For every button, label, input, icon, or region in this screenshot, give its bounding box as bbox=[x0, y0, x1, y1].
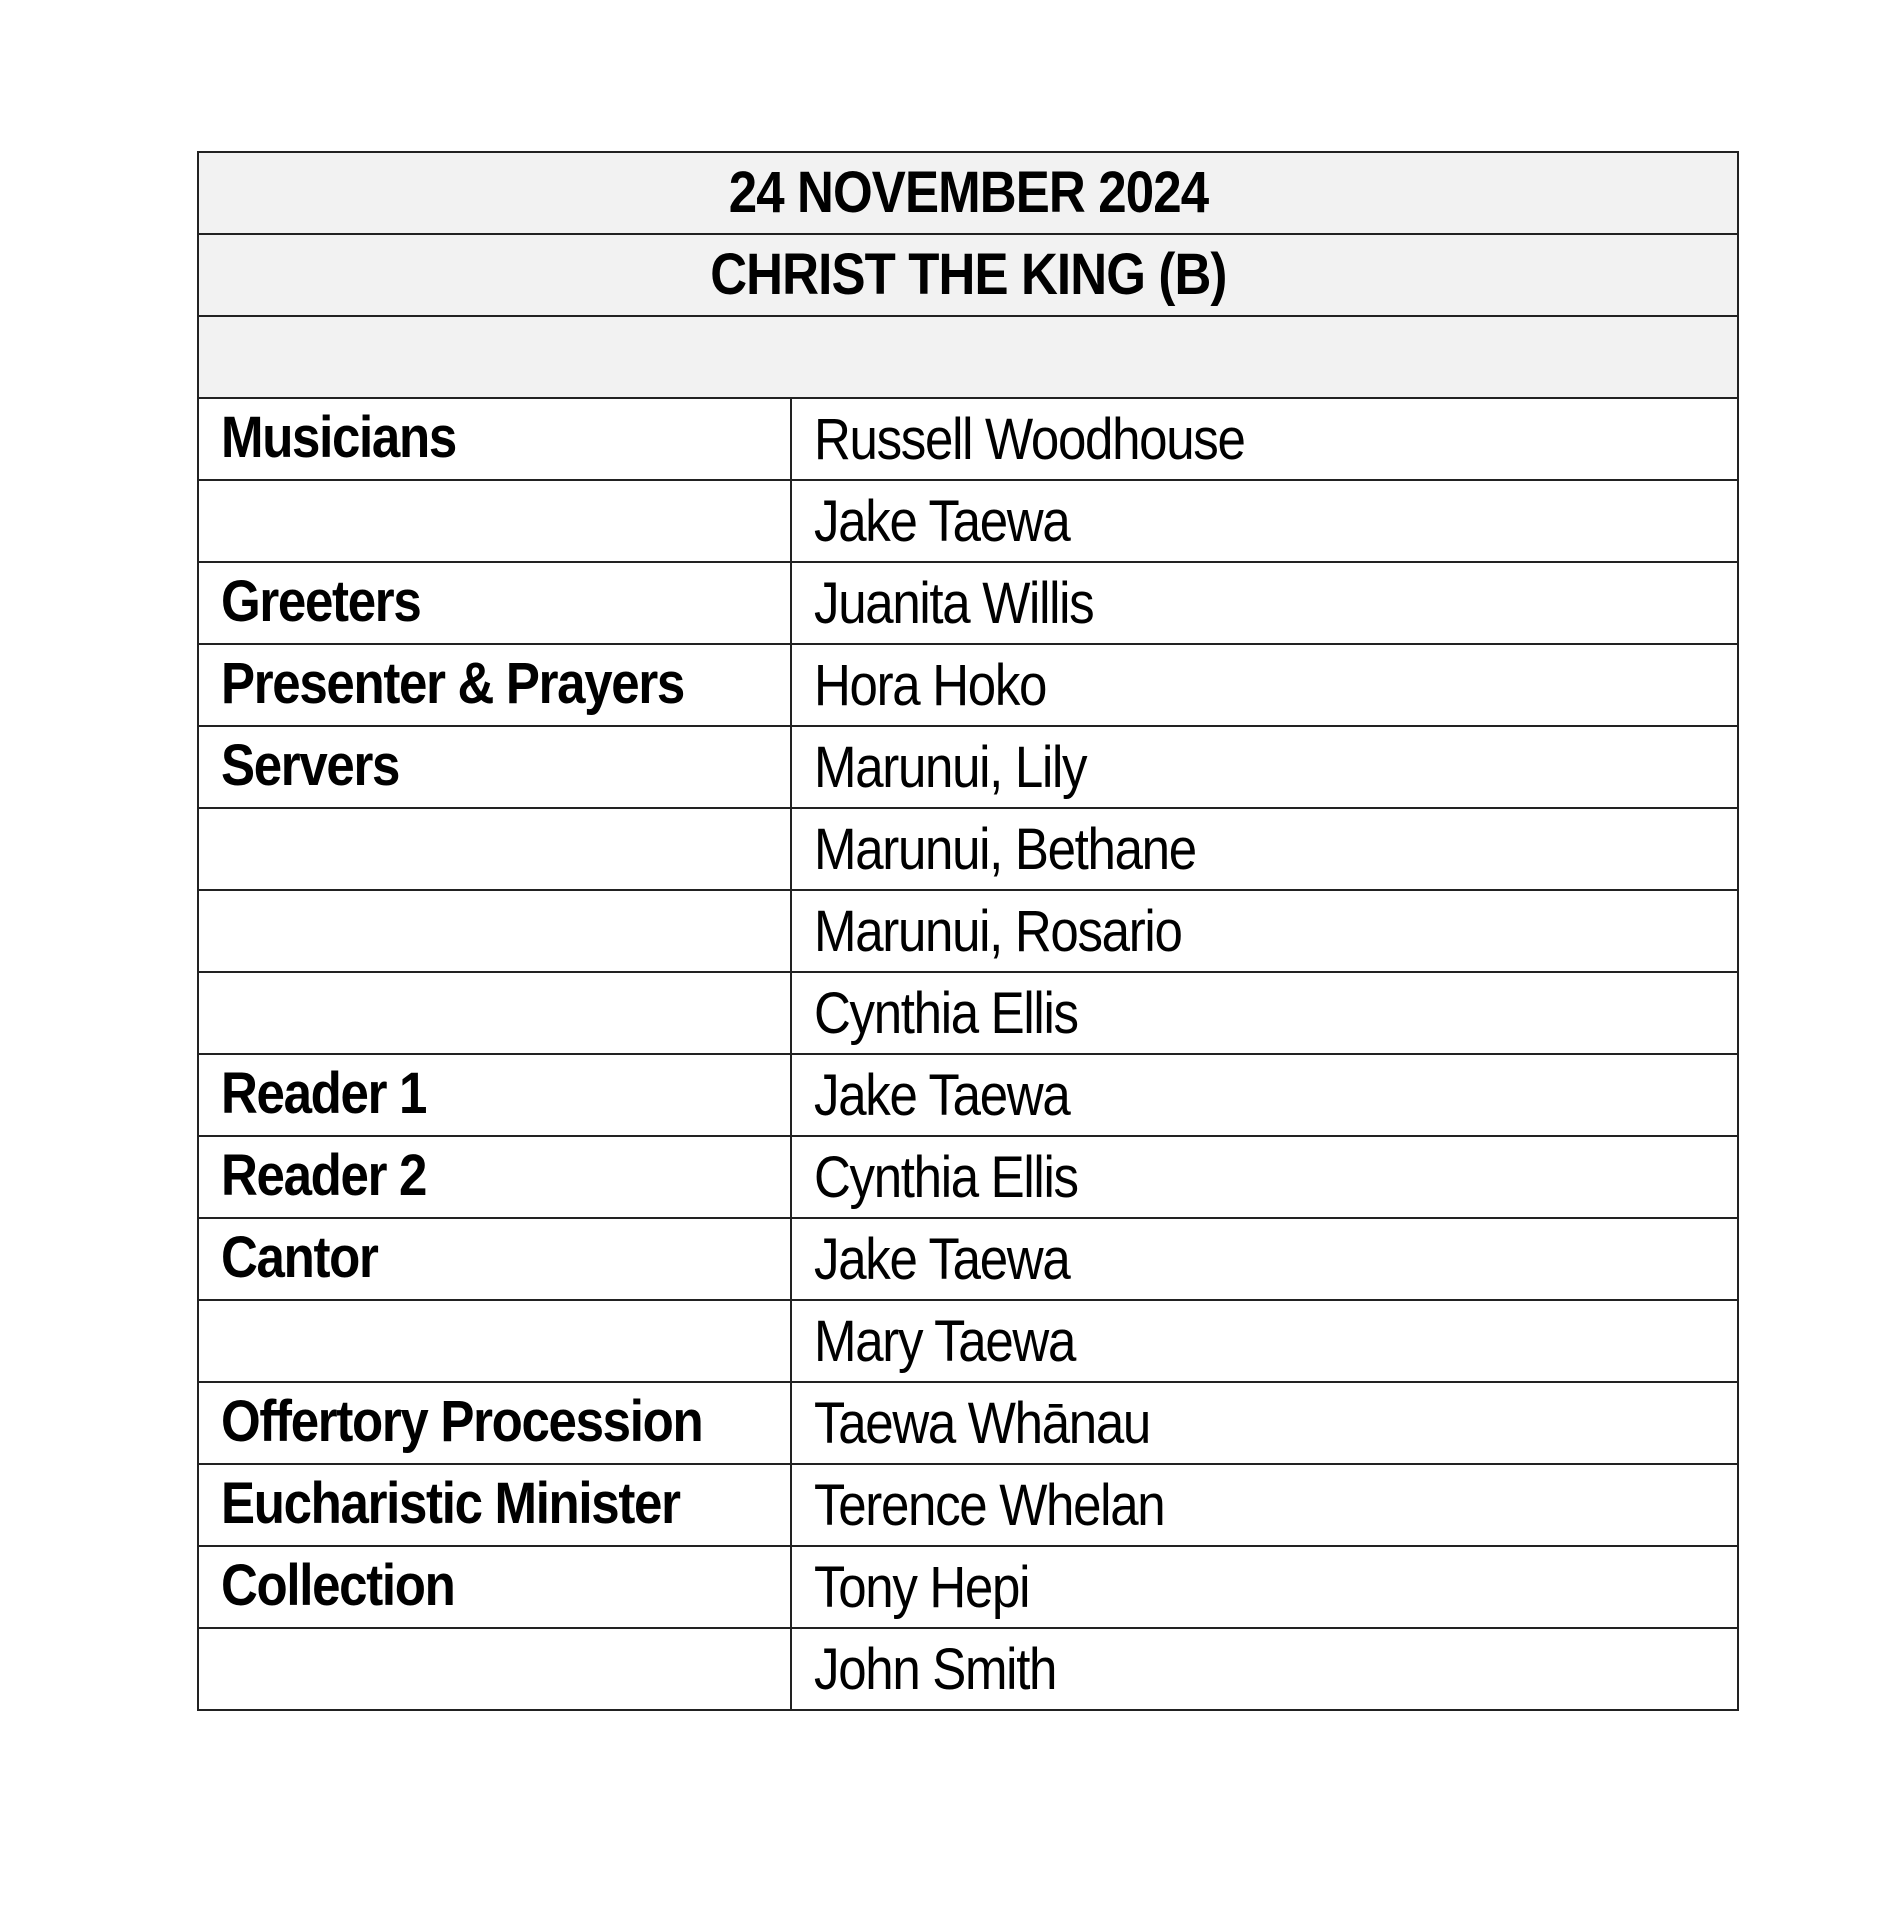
role-cell: Eucharistic Minister bbox=[198, 1464, 791, 1546]
table-row bbox=[198, 1054, 1738, 1136]
role-cell: Greeters bbox=[198, 562, 791, 644]
name-cell: Tony Hepi bbox=[791, 1546, 1738, 1628]
occasion-heading: CHRIST THE KING (B) bbox=[198, 234, 1738, 316]
table-row bbox=[198, 562, 1738, 644]
name-cell: Cynthia Ellis bbox=[791, 972, 1738, 1054]
role-cell: Offertory Procession bbox=[198, 1382, 791, 1464]
role-cell bbox=[198, 972, 791, 1054]
name-cell: Juanita Willis bbox=[791, 562, 1738, 644]
name-cell: Mary Taewa bbox=[791, 1300, 1738, 1382]
table-row bbox=[198, 644, 1738, 726]
name-cell: Russell Woodhouse bbox=[791, 398, 1738, 480]
name-cell: Jake Taewa bbox=[791, 1054, 1738, 1136]
table-row bbox=[198, 1382, 1738, 1464]
table-row bbox=[198, 1546, 1738, 1628]
table-row bbox=[198, 1300, 1738, 1382]
name-cell: Cynthia Ellis bbox=[791, 1136, 1738, 1218]
header-occasion-row bbox=[198, 234, 1738, 316]
name-cell: Marunui, Bethane bbox=[791, 808, 1738, 890]
header-blank-row bbox=[198, 316, 1738, 398]
role-cell: Collection bbox=[198, 1546, 791, 1628]
table-row bbox=[198, 480, 1738, 562]
role-cell: Reader 2 bbox=[198, 1136, 791, 1218]
name-cell: Marunui, Lily bbox=[791, 726, 1738, 808]
table-row bbox=[198, 972, 1738, 1054]
date-heading: 24 NOVEMBER 2024 bbox=[198, 152, 1738, 234]
table-row bbox=[198, 1628, 1738, 1710]
name-cell: Jake Taewa bbox=[791, 480, 1738, 562]
table-row bbox=[198, 398, 1738, 480]
roster-table bbox=[197, 151, 1739, 1711]
name-cell: Taewa Whānau bbox=[791, 1382, 1738, 1464]
table-row bbox=[198, 1136, 1738, 1218]
role-cell: Servers bbox=[198, 726, 791, 808]
name-cell: Jake Taewa bbox=[791, 1218, 1738, 1300]
header-date-row bbox=[198, 152, 1738, 234]
name-cell: Marunui, Rosario bbox=[791, 890, 1738, 972]
name-cell: Hora Hoko bbox=[791, 644, 1738, 726]
table-row bbox=[198, 808, 1738, 890]
role-cell: Musicians bbox=[198, 398, 791, 480]
role-cell bbox=[198, 890, 791, 972]
table-row bbox=[198, 890, 1738, 972]
name-cell: John Smith bbox=[791, 1628, 1738, 1710]
role-cell bbox=[198, 1628, 791, 1710]
role-cell bbox=[198, 1300, 791, 1382]
table-row bbox=[198, 726, 1738, 808]
role-cell bbox=[198, 808, 791, 890]
table-row bbox=[198, 1218, 1738, 1300]
table-row bbox=[198, 1464, 1738, 1546]
blank-heading bbox=[198, 316, 1738, 398]
role-cell: Reader 1 bbox=[198, 1054, 791, 1136]
role-cell: Cantor bbox=[198, 1218, 791, 1300]
name-cell: Terence Whelan bbox=[791, 1464, 1738, 1546]
role-cell bbox=[198, 480, 791, 562]
role-cell: Presenter & Prayers bbox=[198, 644, 791, 726]
